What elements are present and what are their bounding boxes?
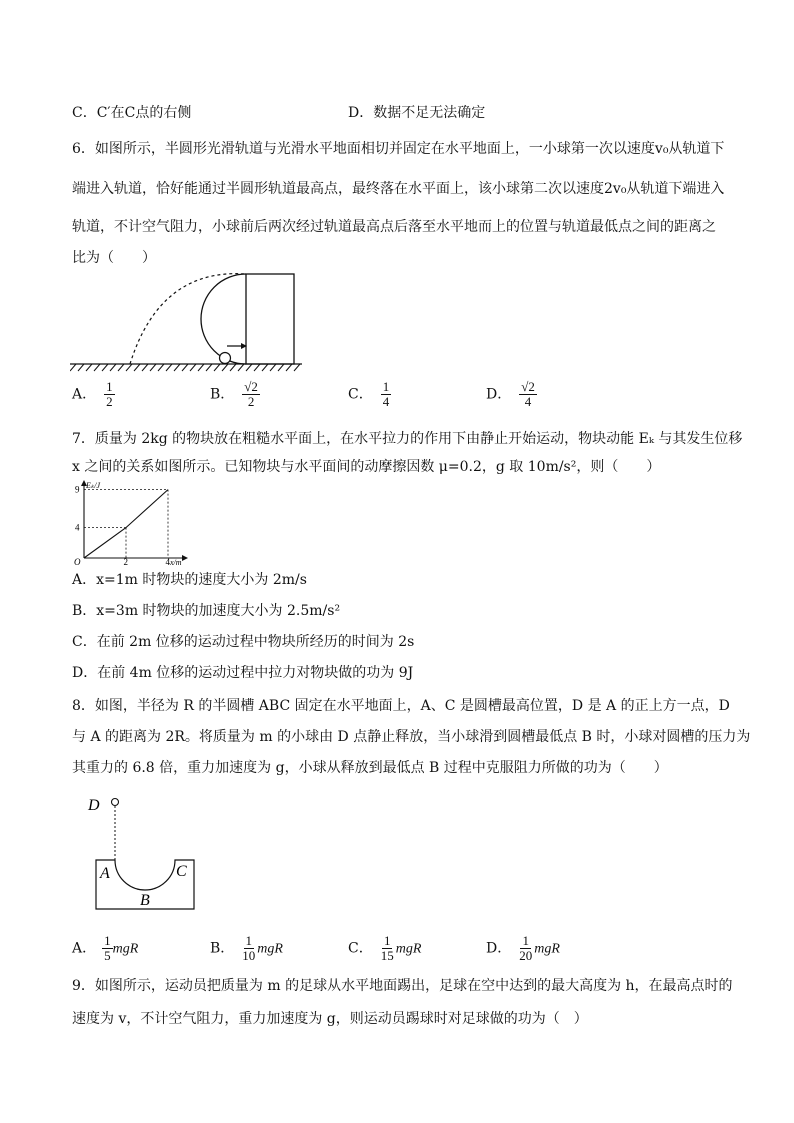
q6-stem-line2: 端进入轨道，恰好能通过半圆形轨道最高点，最终落在水平面上，该小球第二次以速度2v₀从轨道下端进入: [72, 181, 725, 197]
q5-option-c: C．C′在C点的右侧: [72, 105, 192, 121]
q6-option-b: B． $\frac{√2}{2}$: [210, 379, 258, 409]
q7-origin-label: O: [74, 557, 81, 566]
q7-y-axis-label: Eₖ/J: [86, 481, 101, 490]
q8-point-a-label: A: [100, 865, 110, 882]
q7-ek-x-graph: [70, 478, 190, 566]
q8-option-d: D． $\frac{1}{20}$ mgR: [486, 933, 560, 963]
q7-x-tick-4: 4: [165, 557, 170, 566]
q6-option-d: D． $\frac{√2}{4}$: [486, 379, 535, 409]
q8-point-b-label: B: [140, 892, 150, 909]
q7-x-axis-label: x/m: [170, 558, 182, 566]
q6-track-figure: [70, 268, 306, 374]
q7-option-d: D．在前 4m 位移的运动过程中拉力对物块做的功为 9J: [72, 665, 414, 681]
q7-y-tick-9: 9: [75, 484, 80, 495]
q7-x-tick-2: 2: [123, 557, 128, 566]
q6-stem-line3: 轨道，不计空气阻力，小球前后两次经过轨道最高点后落至水平地而上的位置与轨道最低点之间的距离之: [72, 219, 716, 235]
q8-option-b: B． $\frac{1}{10}$ mgR: [210, 933, 283, 963]
q8-option-a: A． $\frac{1}{5}$ mgR: [72, 933, 139, 963]
q8-option-c: C． $\frac{1}{15}$ mgR: [348, 933, 422, 963]
q8-stem-line2: 与 A 的距离为 2R。将质量为 m 的小球由 D 点静止释放，当小球滑到圆槽最低点 B 时，小球对圆槽的压力为: [72, 729, 751, 745]
q7-option-a: A．x=1m 时物块的速度大小为 2m/s: [72, 572, 307, 588]
q6-option-c: C． $\frac{1}{4}$: [348, 379, 390, 409]
q7-y-tick-4: 4: [75, 522, 80, 533]
q8-groove-figure: [84, 792, 206, 914]
q8-stem-line3: 其重力的 6.8 倍，重力加速度为 g，小球从释放到最低点 B 过程中克服阻力所做的功为（ ）: [72, 760, 668, 776]
q6-stem-line1: 6．如图所示，半圆形光滑轨道与光滑水平地面相切并固定在水平地面上，一小球第一次以速度v₀从轨道下: [72, 141, 725, 157]
q8-point-c-label: C: [176, 863, 187, 880]
q5-option-d: D．数据不足无法确定: [348, 105, 486, 121]
q6-option-a: A． $\frac{1}{2}$: [72, 379, 113, 409]
q9-stem-line1: 9．如图所示，运动员把质量为 m 的足球从水平地面踢出，足球在空中达到的最大高度为 h，在最高点时的: [72, 978, 733, 994]
q6-stem-line4: 比为（ ）: [72, 250, 156, 266]
q7-option-b: B．x=3m 时物块的加速度大小为 2.5m/s²: [72, 603, 341, 619]
q8-point-d-label: D: [88, 797, 100, 814]
q7-option-c: C．在前 2m 位移的运动过程中物块所经历的时间为 2s: [72, 634, 415, 650]
q7-stem-line1: 7．质量为 2kg 的物块放在粗糙水平面上，在水平拉力的作用下由静止开始运动，物块动能 Eₖ 与其发生位移: [72, 431, 743, 447]
q9-stem-line2: 速度为 v，不计空气阻力，重力加速度为 g，则运动员踢球时对足球做的功为（ ）: [72, 1011, 588, 1027]
q8-stem-line1: 8．如图，半径为 R 的半圆槽 ABC 固定在水平地面上，A、C 是圆槽最高位置，D 是 A 的正上方一点，D: [72, 698, 730, 714]
q7-stem-line2: x 之间的关系如图所示。已知物块与水平面间的动摩擦因数 μ=0.2，g 取 10m/s²，则（ ）: [72, 459, 661, 475]
